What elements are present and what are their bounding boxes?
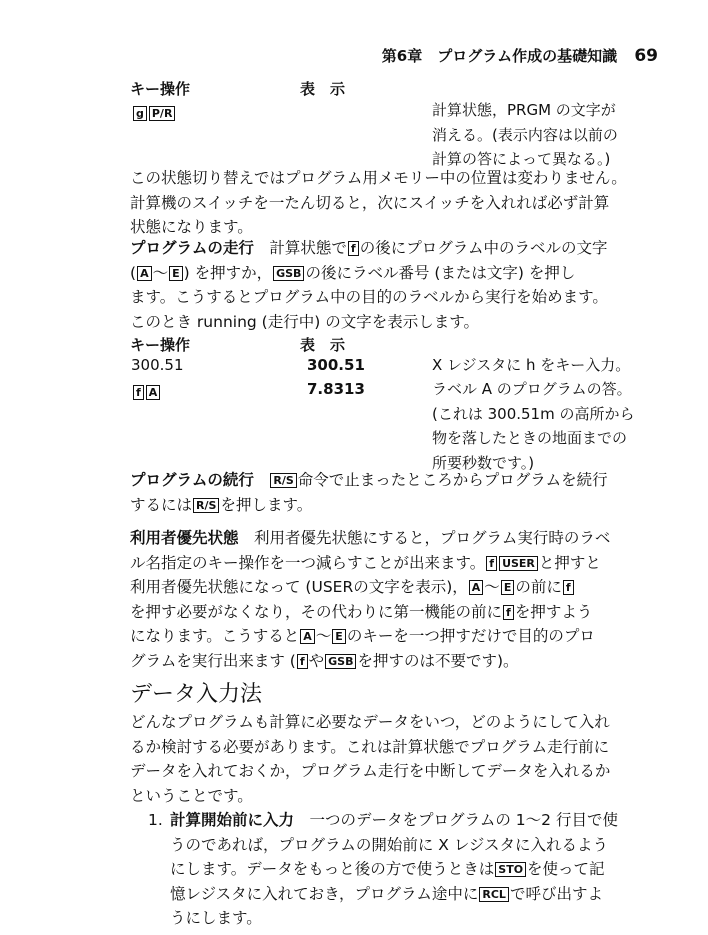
text-line <box>130 526 660 551</box>
text-span: 一つのデータをプログラムの 1～2 行目で使 <box>309 811 618 829</box>
text-span: 命令で止まったところからプログラムを続行 <box>297 471 608 489</box>
text-span: ～ <box>315 627 332 645</box>
text-span: グラムを実行出来ます ( <box>130 651 296 670</box>
key-e: E <box>501 580 515 595</box>
paragraph-program-continue <box>130 468 660 517</box>
text-span: 憶レジスタに入れておき，プログラム途中に <box>170 884 479 903</box>
paragraph-lead: プログラムの走行 <box>130 239 254 257</box>
note-line: 所要秒数です。) <box>432 453 535 472</box>
text-line: データを入れておくか，プログラム走行を中断してデータを入れるか <box>130 762 611 780</box>
key-a: A <box>137 266 152 281</box>
text-span: と押すと <box>538 553 601 572</box>
key-f: f <box>133 385 144 400</box>
key-gsb: GSB <box>273 266 304 281</box>
key-e: E <box>169 266 183 281</box>
paragraph-lead: 利用者優先状態 <box>130 529 239 547</box>
key-gsb: GSB <box>325 654 356 669</box>
note-line: ラベル A のプログラムの答。 <box>432 380 632 398</box>
table2-row2-display: 7.8313 <box>307 380 365 398</box>
text-line <box>130 261 660 286</box>
table1-row1-keys <box>132 103 176 122</box>
key-a: A <box>469 580 484 595</box>
table2-col-display: 表 示 <box>300 336 346 354</box>
note-line: 消える。(表示内容は以前の <box>432 125 618 144</box>
table2-row2-note <box>432 377 635 475</box>
text-line <box>130 649 660 674</box>
key-p-r: P/R <box>149 106 176 121</box>
text-span: ～ <box>152 263 169 282</box>
table2-row1-display: 300.51 <box>307 356 365 374</box>
key-f: f <box>563 580 574 595</box>
text-line <box>130 624 660 649</box>
text-line <box>170 882 660 907</box>
paragraph-lead: プログラムの続行 <box>130 471 254 489</box>
note-line: 物を落したときの地面までの <box>432 429 628 447</box>
key-r-s: R/S <box>270 473 296 488</box>
list-item-lead: 計算開始前に入力 <box>170 811 295 829</box>
paragraph-data-input <box>130 710 660 808</box>
list-number: 1. <box>148 811 163 829</box>
paragraph-program-run <box>130 236 660 334</box>
section-heading: データ入力法 <box>130 682 263 707</box>
table1-note <box>432 98 618 172</box>
text-span: ～ <box>484 578 500 596</box>
key-g: g <box>133 106 147 121</box>
key-sto: STO <box>495 862 526 877</box>
key-rcl: RCL <box>479 887 509 902</box>
text-line: 計算機のスイッチを一たん切ると，次にスイッチを入れれば必ず計算 <box>130 193 610 212</box>
text-span: になります。こうすると <box>130 627 300 645</box>
running-header <box>382 45 658 66</box>
text-line: ます。こうするとプログラム中の目的のラベルから実行を始めます。 <box>130 288 608 306</box>
note-line: 計算状態，PRGM の文字が <box>432 101 616 119</box>
text-span: するには <box>130 495 193 514</box>
text-span: ( <box>130 263 137 282</box>
text-span: を使って記 <box>527 860 605 878</box>
text-span: 計算状態で <box>269 239 347 257</box>
text-span: のキーを一つ押すだけで目的のプロ <box>346 627 595 645</box>
text-span: や <box>308 651 325 670</box>
table1-col-key: キー操作 <box>130 80 191 98</box>
text-span: 利用者優先状態になって (USERの文字を表示)， <box>130 578 468 596</box>
table2-row1-input: 300.51 <box>131 356 184 374</box>
text-span: ル名指定のキー操作を一つ減らすことが出来ます。 <box>130 553 486 572</box>
text-span: の前に <box>515 578 562 596</box>
text-span: を押す必要がなくなり，その代わりに第一機能の前に <box>130 602 503 621</box>
text-line <box>130 600 660 625</box>
key-e: E <box>332 629 346 644</box>
text-line <box>130 493 660 518</box>
text-line <box>130 468 660 493</box>
table2-row1-note: X レジスタに h をキー入力。 <box>432 356 631 374</box>
text-span: で呼び出すよ <box>509 884 603 903</box>
text-span: にします。データをもっと後の方で使うときは <box>170 860 495 878</box>
note-line: (これは 300.51m の高所から <box>432 404 635 423</box>
paragraph-mode-switch <box>130 166 660 240</box>
key-a: A <box>146 385 161 400</box>
list-item <box>170 808 660 931</box>
text-line: うにします。 <box>170 909 262 927</box>
note-line: 計算の答によって異なる。) <box>432 150 611 168</box>
text-line <box>130 551 660 576</box>
key-a: A <box>300 629 315 644</box>
text-line <box>130 575 660 600</box>
chapter-title: 第6章 プログラム作成の基礎知識 <box>381 47 618 65</box>
key-f: f <box>486 556 497 571</box>
text-line: うのであれば，プログラムの開始前に X レジスタに入れるよう <box>170 835 608 854</box>
text-line: この状態切り替えではプログラム用メモリー中の位置は変わりません。 <box>130 169 627 187</box>
key-user: USER <box>499 556 538 571</box>
text-line <box>130 236 660 261</box>
text-span: を押します。 <box>220 495 313 514</box>
text-line: 状態になります。 <box>130 218 253 236</box>
text-line: このとき running (走行中) の文字を表示します。 <box>130 312 479 331</box>
text-line: ということです。 <box>130 786 253 805</box>
page-number: 69 <box>634 46 658 66</box>
text-line <box>170 808 660 833</box>
key-f: f <box>503 605 514 620</box>
key-f: f <box>297 654 308 669</box>
text-span: の後にラベル番号 (または文字) を押し <box>305 263 576 282</box>
text-span: を押すのは不要です)。 <box>357 651 519 670</box>
text-line: どんなプログラムも計算に必要なデータをいつ，どのようにして入れ <box>130 713 610 731</box>
table2-col-key: キー操作 <box>130 336 191 354</box>
key-f: f <box>348 241 359 256</box>
text-span: 利用者優先状態にすると，プログラム実行時のラベ <box>254 529 611 547</box>
table2-row2-keys <box>132 382 161 401</box>
text-line: るか検討する必要があります。これは計算状態でプログラム走行前に <box>130 737 610 756</box>
paragraph-user-mode <box>130 526 660 673</box>
text-span: の後にプログラム中のラベルの文字 <box>359 239 608 257</box>
text-span: ) を押すか， <box>183 263 273 282</box>
text-line <box>170 857 660 882</box>
table1-col-display: 表 示 <box>300 80 346 98</box>
key-r-s: R/S <box>193 498 219 513</box>
text-span: を押すよう <box>514 602 593 621</box>
